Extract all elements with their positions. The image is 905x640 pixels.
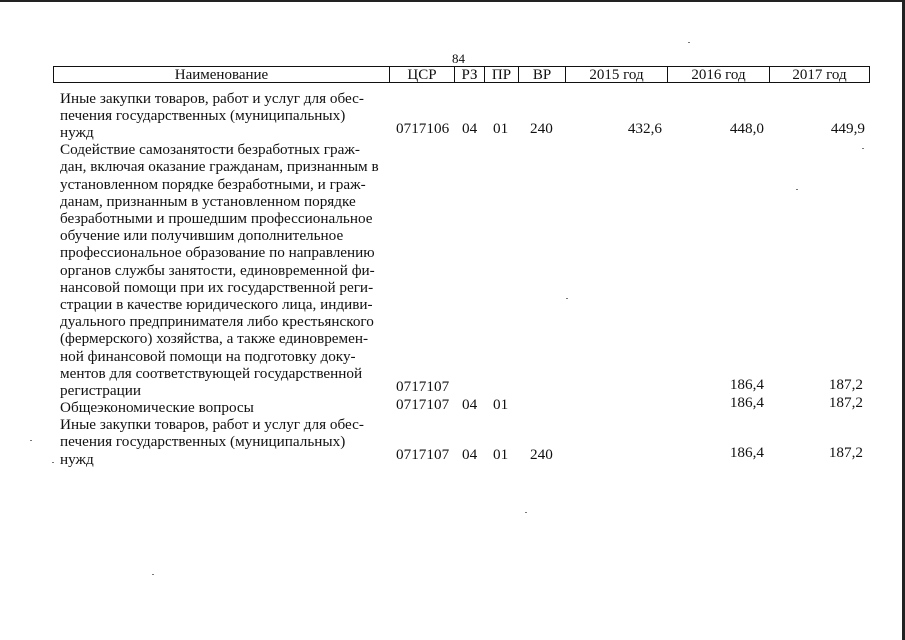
row-name-line: дан, включая оказание гражданам, признанным в xyxy=(60,158,379,175)
cell-2017: 449,9 xyxy=(830,120,865,137)
cell-csr: 0717107 xyxy=(396,378,450,395)
cell-rz: 04 xyxy=(462,446,478,463)
cell-csr: 0717107 xyxy=(396,446,450,463)
scan-speck xyxy=(566,298,568,299)
header-csr: ЦСР xyxy=(390,66,455,83)
row-name-line: Иные закупки товаров, работ и услуг для обес- xyxy=(60,90,364,107)
cell-rz: 04 xyxy=(462,120,478,137)
row-name-line: дуального предпринимателя либо крестьянского xyxy=(60,313,374,330)
row-name-line: нужд xyxy=(60,451,94,468)
row-name-line: безработными и прошедшим профессиональное xyxy=(60,210,373,227)
header-pr: ПР xyxy=(485,66,519,83)
row-name-line: нужд xyxy=(60,124,94,141)
page-number: 84 xyxy=(452,51,465,66)
cell-pr: 01 xyxy=(493,396,509,413)
scan-speck xyxy=(525,512,527,513)
scan-speck xyxy=(152,574,154,575)
row-name-line: печения государственных (муниципальных) xyxy=(60,433,346,450)
row-name-line: Иные закупки товаров, работ и услуг для обес- xyxy=(60,416,364,433)
header-name: Наименование xyxy=(53,66,390,83)
scan-speck xyxy=(796,189,798,190)
row-name-line: Содействие самозанятости безработных граж- xyxy=(60,141,360,158)
header-2017: 2017 год xyxy=(770,66,870,83)
row-name-line: Общеэкономические вопросы xyxy=(60,399,254,416)
scan-speck xyxy=(862,148,864,149)
cell-2015: 432,6 xyxy=(627,120,662,137)
cell-vr: 240 xyxy=(530,120,553,137)
row-name-line: установленном порядке безработными, и граж- xyxy=(60,176,366,193)
row-name-line: нансовой помощи при их государственной реги- xyxy=(60,279,374,296)
cell-2017: 187,2 xyxy=(828,376,863,393)
row-name-line: (фермерского) хозяйства, а также единовремен- xyxy=(60,330,369,347)
row-name-line: ментов для соответствующей государственной xyxy=(60,365,363,382)
row-name-line: данам, признанным в установленном порядке xyxy=(60,193,356,210)
cell-2017: 187,2 xyxy=(828,444,863,461)
cell-2016: 448,0 xyxy=(729,120,764,137)
scan-speck xyxy=(52,462,54,463)
cell-csr: 0717107 xyxy=(396,396,450,413)
header-2015: 2015 год xyxy=(566,66,668,83)
row-name-line: органов службы занятости, единовременной фи- xyxy=(60,262,375,279)
row-name-line: регистрации xyxy=(60,382,141,399)
cell-csr: 0717106 xyxy=(396,120,450,137)
scan-speck xyxy=(30,440,32,441)
scan-speck xyxy=(688,42,690,43)
row-name-line: профессиональное образование по направлению xyxy=(60,244,375,261)
cell-rz: 04 xyxy=(462,396,478,413)
row-name-line: страции в качестве юридического лица, индиви- xyxy=(60,296,373,313)
cell-vr: 240 xyxy=(530,446,553,463)
header-2016: 2016 год xyxy=(668,66,770,83)
page-border-top xyxy=(0,0,905,2)
cell-pr: 01 xyxy=(493,446,509,463)
header-vr: ВР xyxy=(519,66,566,83)
cell-2016: 186,4 xyxy=(729,394,764,411)
row-name-line: ной финансовой помощи на подготовку доку- xyxy=(60,348,356,365)
cell-2016: 186,4 xyxy=(729,376,764,393)
header-rz: РЗ xyxy=(455,66,485,83)
row-name-line: печения государственных (муниципальных) xyxy=(60,107,346,124)
row-name-line: обучение или получившим дополнительное xyxy=(60,227,344,244)
cell-2016: 186,4 xyxy=(729,444,764,461)
cell-pr: 01 xyxy=(493,120,509,137)
cell-2017: 187,2 xyxy=(828,394,863,411)
